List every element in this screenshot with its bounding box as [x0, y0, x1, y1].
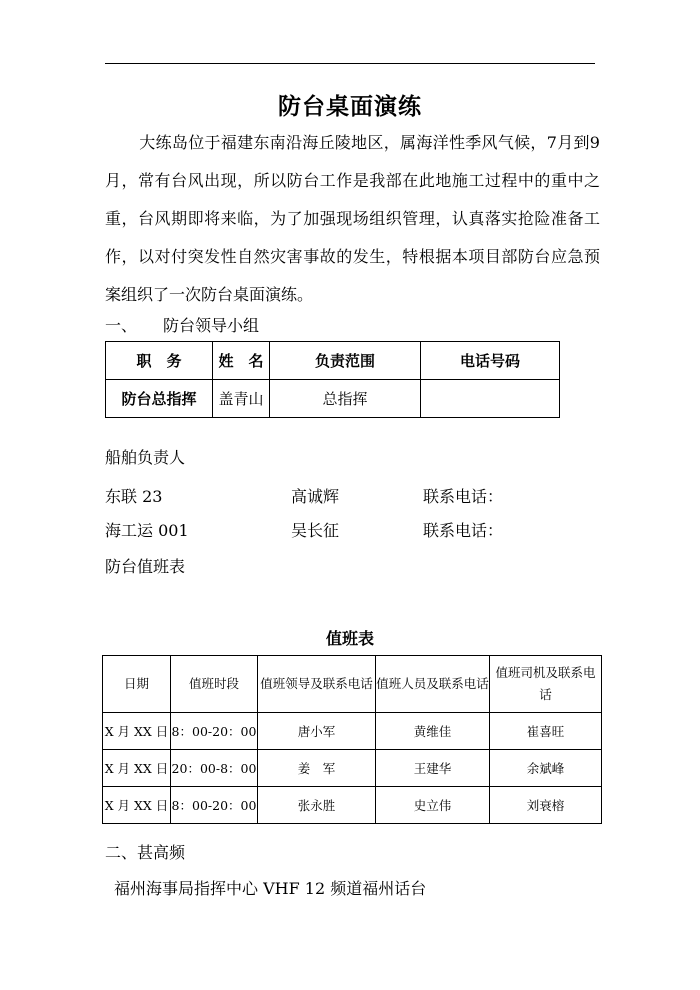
- ship-name: 东联 23: [105, 487, 163, 506]
- duty-leader: 唐小军: [258, 713, 376, 750]
- table-row: [103, 713, 602, 750]
- duty-table-title: 值班表: [325, 629, 374, 648]
- ship-person: 高诚辉: [291, 487, 340, 506]
- ship-contact: 联系电话：: [423, 487, 504, 506]
- duty-driver: 刘衰榕: [490, 787, 602, 824]
- duty-leader: 姜 军: [258, 750, 376, 787]
- leader-header-name: 姓 名: [213, 342, 270, 380]
- duty-header-staff: 值班人员及联系电话: [376, 656, 490, 713]
- leader-cell-name: 盖青山: [213, 380, 270, 418]
- leader-cell-phone: [421, 380, 560, 418]
- duty-period: 8：00-20：00: [171, 787, 258, 824]
- duty-heading: 防台值班表: [105, 557, 186, 576]
- section1-title: 防台领导小组: [163, 316, 260, 335]
- ship-person: 吴长征: [291, 521, 340, 540]
- ship-name: 海工运 001: [105, 521, 189, 540]
- duty-staff: 史立伟: [376, 787, 490, 824]
- leader-cell-scope: 总指挥: [270, 380, 421, 418]
- leader-cell-position: 防台总指挥: [106, 380, 213, 418]
- duty-header-period: 值班时段: [171, 656, 258, 713]
- table-row: [103, 750, 602, 787]
- section1-heading: [105, 313, 259, 336]
- section2-heading: 二、甚高频: [105, 843, 186, 862]
- duty-period: 20：00-8：00: [171, 750, 258, 787]
- duty-header-driver: 值班司机及联系电话: [490, 656, 602, 713]
- duty-date: X 月 XX 日: [103, 713, 171, 750]
- duty-period: 8：00-20：00: [171, 713, 258, 750]
- page-title: 防台桌面演练: [278, 93, 422, 120]
- ship-row: [105, 484, 605, 508]
- table-row: [103, 787, 602, 824]
- intro-text: 大练岛位于福建东南沿海丘陵地区，属海洋性季风气候，7月到9月，常有台风出现，所以防台工作是我部在此地施工过程中的重中之重，台风期即将来临，为了加强现场组织管理，认真落实抢险准备工作，以对付突发性自然灾害事故的发生，特根据本项目部防台应急预案组织了一次防台桌面演练。: [105, 133, 600, 304]
- vhf-line: 福州海事局指挥中心 VHF 12 频道福州话台: [114, 879, 427, 898]
- ships-heading: 船舶负责人: [105, 448, 186, 467]
- duty-header-leader: 值班领导及联系电话: [258, 656, 376, 713]
- section1-number: 一、: [105, 316, 138, 335]
- duty-driver: 崔喜旺: [490, 713, 602, 750]
- duty-header-date: 日期: [103, 656, 171, 713]
- leader-header-phone: 电话号码: [421, 342, 560, 380]
- duty-staff: 黄维佳: [376, 713, 490, 750]
- leader-table: [105, 341, 560, 418]
- duty-leader: 张永胜: [258, 787, 376, 824]
- duty-date: X 月 XX 日: [103, 750, 171, 787]
- header-rule: [105, 63, 595, 64]
- ship-row: [105, 518, 605, 542]
- intro-paragraph: [105, 124, 600, 314]
- leader-header-position: 职 务: [106, 342, 213, 380]
- ship-contact: 联系电话：: [423, 521, 504, 540]
- duty-driver: 余斌峰: [490, 750, 602, 787]
- duty-staff: 王建华: [376, 750, 490, 787]
- duty-table: [102, 655, 602, 824]
- duty-date: X 月 XX 日: [103, 787, 171, 824]
- leader-header-scope: 负责范围: [270, 342, 421, 380]
